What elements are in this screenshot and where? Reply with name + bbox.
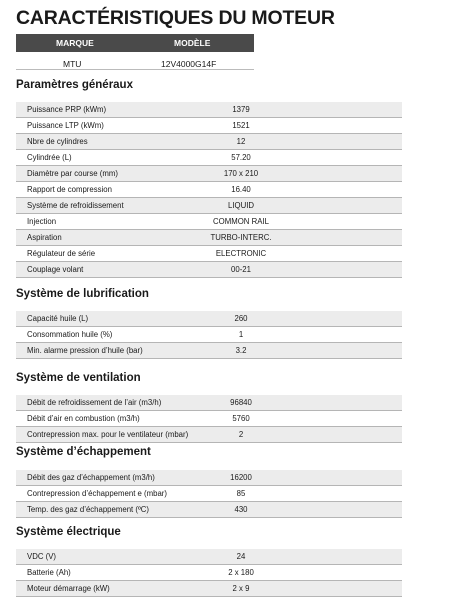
table-row: [16, 343, 402, 359]
table-row: [16, 470, 402, 486]
spec-table: [16, 102, 402, 278]
table-row: [16, 411, 402, 427]
spec-label: Puissance LTP (kWm): [27, 121, 104, 130]
table-row: [16, 134, 402, 150]
spec-label: Système de refroidissement: [27, 201, 124, 210]
spec-table: [16, 549, 402, 597]
table-row: [16, 502, 402, 518]
spec-label: Rapport de compression: [27, 185, 112, 194]
table-row: [16, 581, 402, 597]
table-row: [16, 150, 402, 166]
spec-label: VDC (V): [27, 552, 57, 561]
spec-label: Régulateur de série: [27, 249, 96, 258]
table-header: [16, 34, 254, 52]
table-row: [16, 182, 402, 198]
spec-label: Débit des gaz d’échappement (m3/h): [27, 473, 155, 482]
spec-value: 96840: [230, 398, 252, 407]
spec-value: ELECTRONIC: [215, 249, 267, 258]
spec-value: 260: [234, 314, 248, 323]
spec-table: [16, 470, 402, 518]
table-row: [16, 262, 402, 278]
section-title: Système de lubrification: [16, 288, 149, 300]
table-row: [16, 214, 402, 230]
spec-label: Temp. des gaz d’échappement (ºC): [27, 505, 150, 514]
spec-value: COMMON RAIL: [213, 217, 269, 226]
spec-label: Cylindrée (L): [27, 153, 72, 162]
row-divider: [16, 442, 402, 443]
spec-table: [16, 311, 402, 359]
spec-table: [16, 395, 402, 443]
table-row: [16, 486, 402, 502]
spec-value: 1: [238, 330, 244, 339]
spec-value: LIQUID: [228, 201, 254, 210]
spec-label: Batterie (Ah): [27, 568, 71, 577]
section-title: Système électrique: [16, 526, 121, 538]
spec-value: 5760: [232, 414, 250, 423]
section-title: Système de ventilation: [16, 372, 141, 384]
spec-label: Débit de refroidissement de l’air (m3/h): [27, 398, 162, 407]
spec-label: Contrepression d’échappement e (mbar): [27, 489, 167, 498]
brand-model-row: [16, 53, 254, 70]
spec-label: Diamètre par course (mm): [27, 169, 118, 178]
table-row: [16, 311, 402, 327]
spec-label: Contrepression max. pour le ventilateur (mbar): [27, 430, 189, 439]
table-row: [16, 102, 402, 118]
page-title: CARACTÉRISTIQUES DU MOTEUR: [16, 7, 335, 29]
spec-value: 85: [236, 489, 246, 498]
spec-value: 2 x 9: [232, 584, 250, 593]
spec-label: Aspiration: [27, 233, 62, 242]
spec-label: Capacité huile (L): [27, 314, 89, 323]
section-title: Paramètres généraux: [16, 79, 133, 91]
table-row: [16, 246, 402, 262]
spec-value: 1521: [232, 121, 250, 130]
spec-label: Injection: [27, 217, 57, 226]
spec-value: 2: [238, 430, 244, 439]
table-row: [16, 327, 402, 343]
row-divider: [16, 277, 402, 278]
spec-label: Nbre de cylindres: [27, 137, 88, 146]
spec-value: 430: [234, 505, 248, 514]
spec-value: 16.40: [231, 185, 251, 194]
spec-value: 00-21: [231, 265, 251, 274]
model-value: 12V4000G14F: [161, 59, 217, 69]
spec-label: Consommation huile (%): [27, 330, 113, 339]
spec-label: Débit d’air en combustion (m3/h): [27, 414, 140, 423]
spec-value: 12: [236, 137, 246, 146]
table-row: [16, 565, 402, 581]
table-row: [16, 198, 402, 214]
model-column-header: MODÈLE: [174, 38, 211, 48]
table-row: [16, 549, 402, 565]
table-row: [16, 166, 402, 182]
spec-label: Moteur démarrage (kW): [27, 584, 110, 593]
table-row: [16, 427, 402, 443]
table-row: [16, 395, 402, 411]
section-title: Système d’échappement: [16, 446, 151, 458]
spec-label: Puissance PRP (kWm): [27, 105, 107, 114]
row-divider: [16, 358, 402, 359]
spec-value: 16200: [230, 473, 252, 482]
spec-label: Min. alarme pression d’huile (bar): [27, 346, 143, 355]
brand-column-header: MARQUE: [56, 38, 94, 48]
spec-value: 24: [236, 552, 246, 561]
row-divider: [16, 517, 402, 518]
brand-value: MTU: [63, 59, 82, 69]
spec-value: 3.2: [235, 346, 247, 355]
row-divider: [16, 596, 402, 597]
spec-value: 2 x 180: [228, 568, 254, 577]
spec-label: Couplage volant: [27, 265, 84, 274]
spec-value: 170 x 210: [223, 169, 259, 178]
spec-value: TURBO-INTERC.: [210, 233, 272, 242]
spec-value: 57.20: [231, 153, 251, 162]
table-row: [16, 230, 402, 246]
table-row: [16, 118, 402, 134]
spec-value: 1379: [232, 105, 250, 114]
